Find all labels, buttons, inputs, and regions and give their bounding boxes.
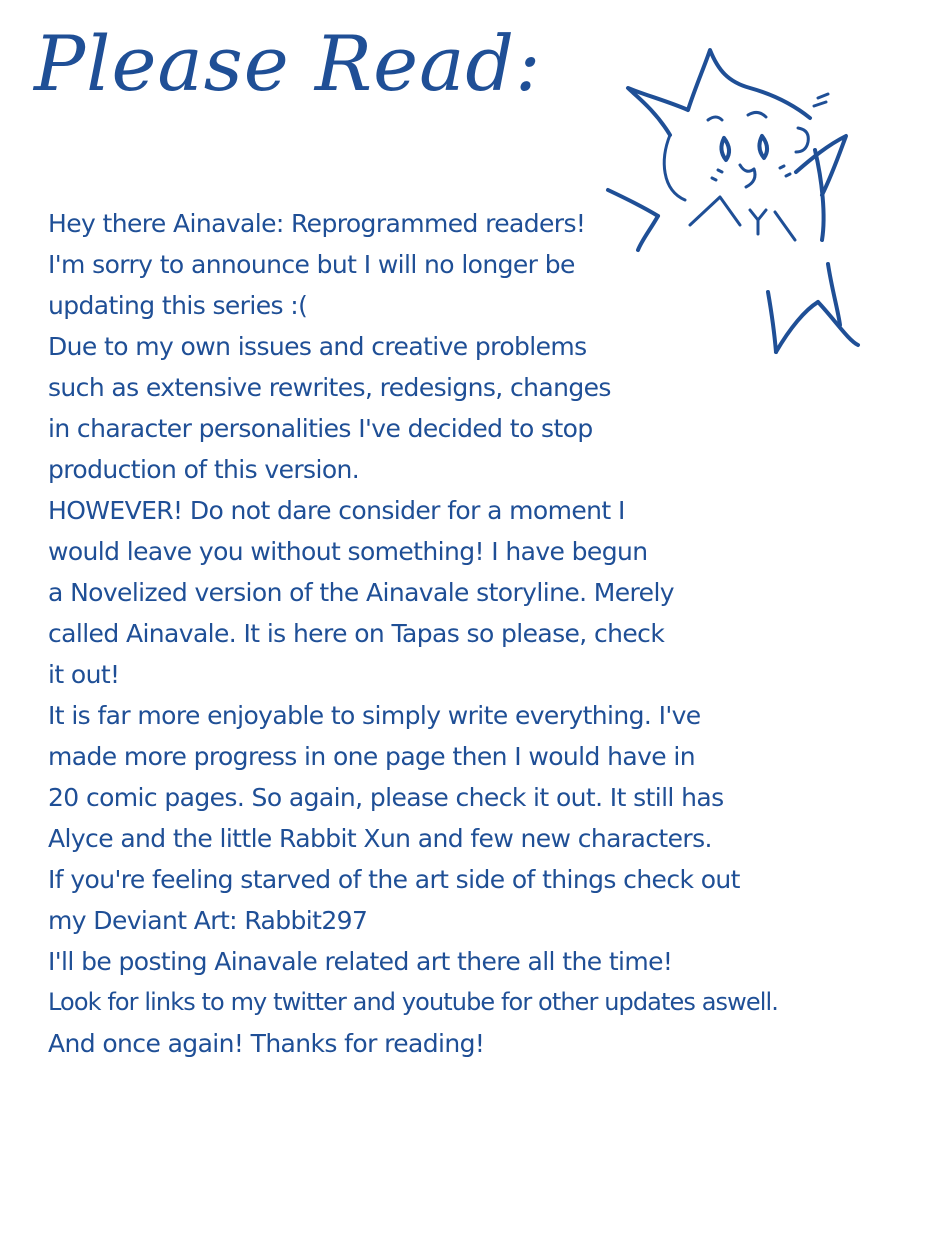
- text-line: production of this version.: [48, 455, 360, 484]
- text-line: made more progress in one page then I would have in: [48, 742, 696, 771]
- text-line: a Novelized version of the Ainavale storyline. Merely: [48, 578, 674, 607]
- text-line: Hey there Ainavale: Reprogrammed readers!: [48, 209, 586, 238]
- text-line: in character personalities I've decided to stop: [48, 414, 593, 443]
- text-line: my Deviant Art: Rabbit297: [48, 906, 368, 935]
- text-line: it out!: [48, 660, 120, 689]
- text-line: Due to my own issues and creative problems: [48, 332, 587, 361]
- text-line: such as extensive rewrites, redesigns, changes: [48, 373, 611, 402]
- text-line: And once again! Thanks for reading!: [48, 1029, 485, 1058]
- page-title: Please Read:: [34, 19, 542, 108]
- note-body: [48, 203, 928, 1064]
- text-line: HOWEVER! Do not dare consider for a moment I: [48, 496, 625, 525]
- text-line: Alyce and the little Rabbit Xun and few new characters.: [48, 824, 712, 853]
- text-line: I'll be posting Ainavale related art there all the time!: [48, 947, 673, 976]
- text-line: would leave you without something! I have begun: [48, 537, 648, 566]
- text-line: It is far more enjoyable to simply write everything. I've: [48, 701, 701, 730]
- text-line: 20 comic pages. So again, please check it out. It still has: [48, 783, 724, 812]
- text-line: I'm sorry to announce but I will no longer be: [48, 250, 575, 279]
- text-line: Look for links to my twitter and youtube for other updates aswell.: [48, 988, 778, 1016]
- text-line: updating this series :(: [48, 291, 308, 320]
- text-line: If you're feeling starved of the art side of things check out: [48, 865, 740, 894]
- text-line: called Ainavale. It is here on Tapas so please, check: [48, 619, 665, 648]
